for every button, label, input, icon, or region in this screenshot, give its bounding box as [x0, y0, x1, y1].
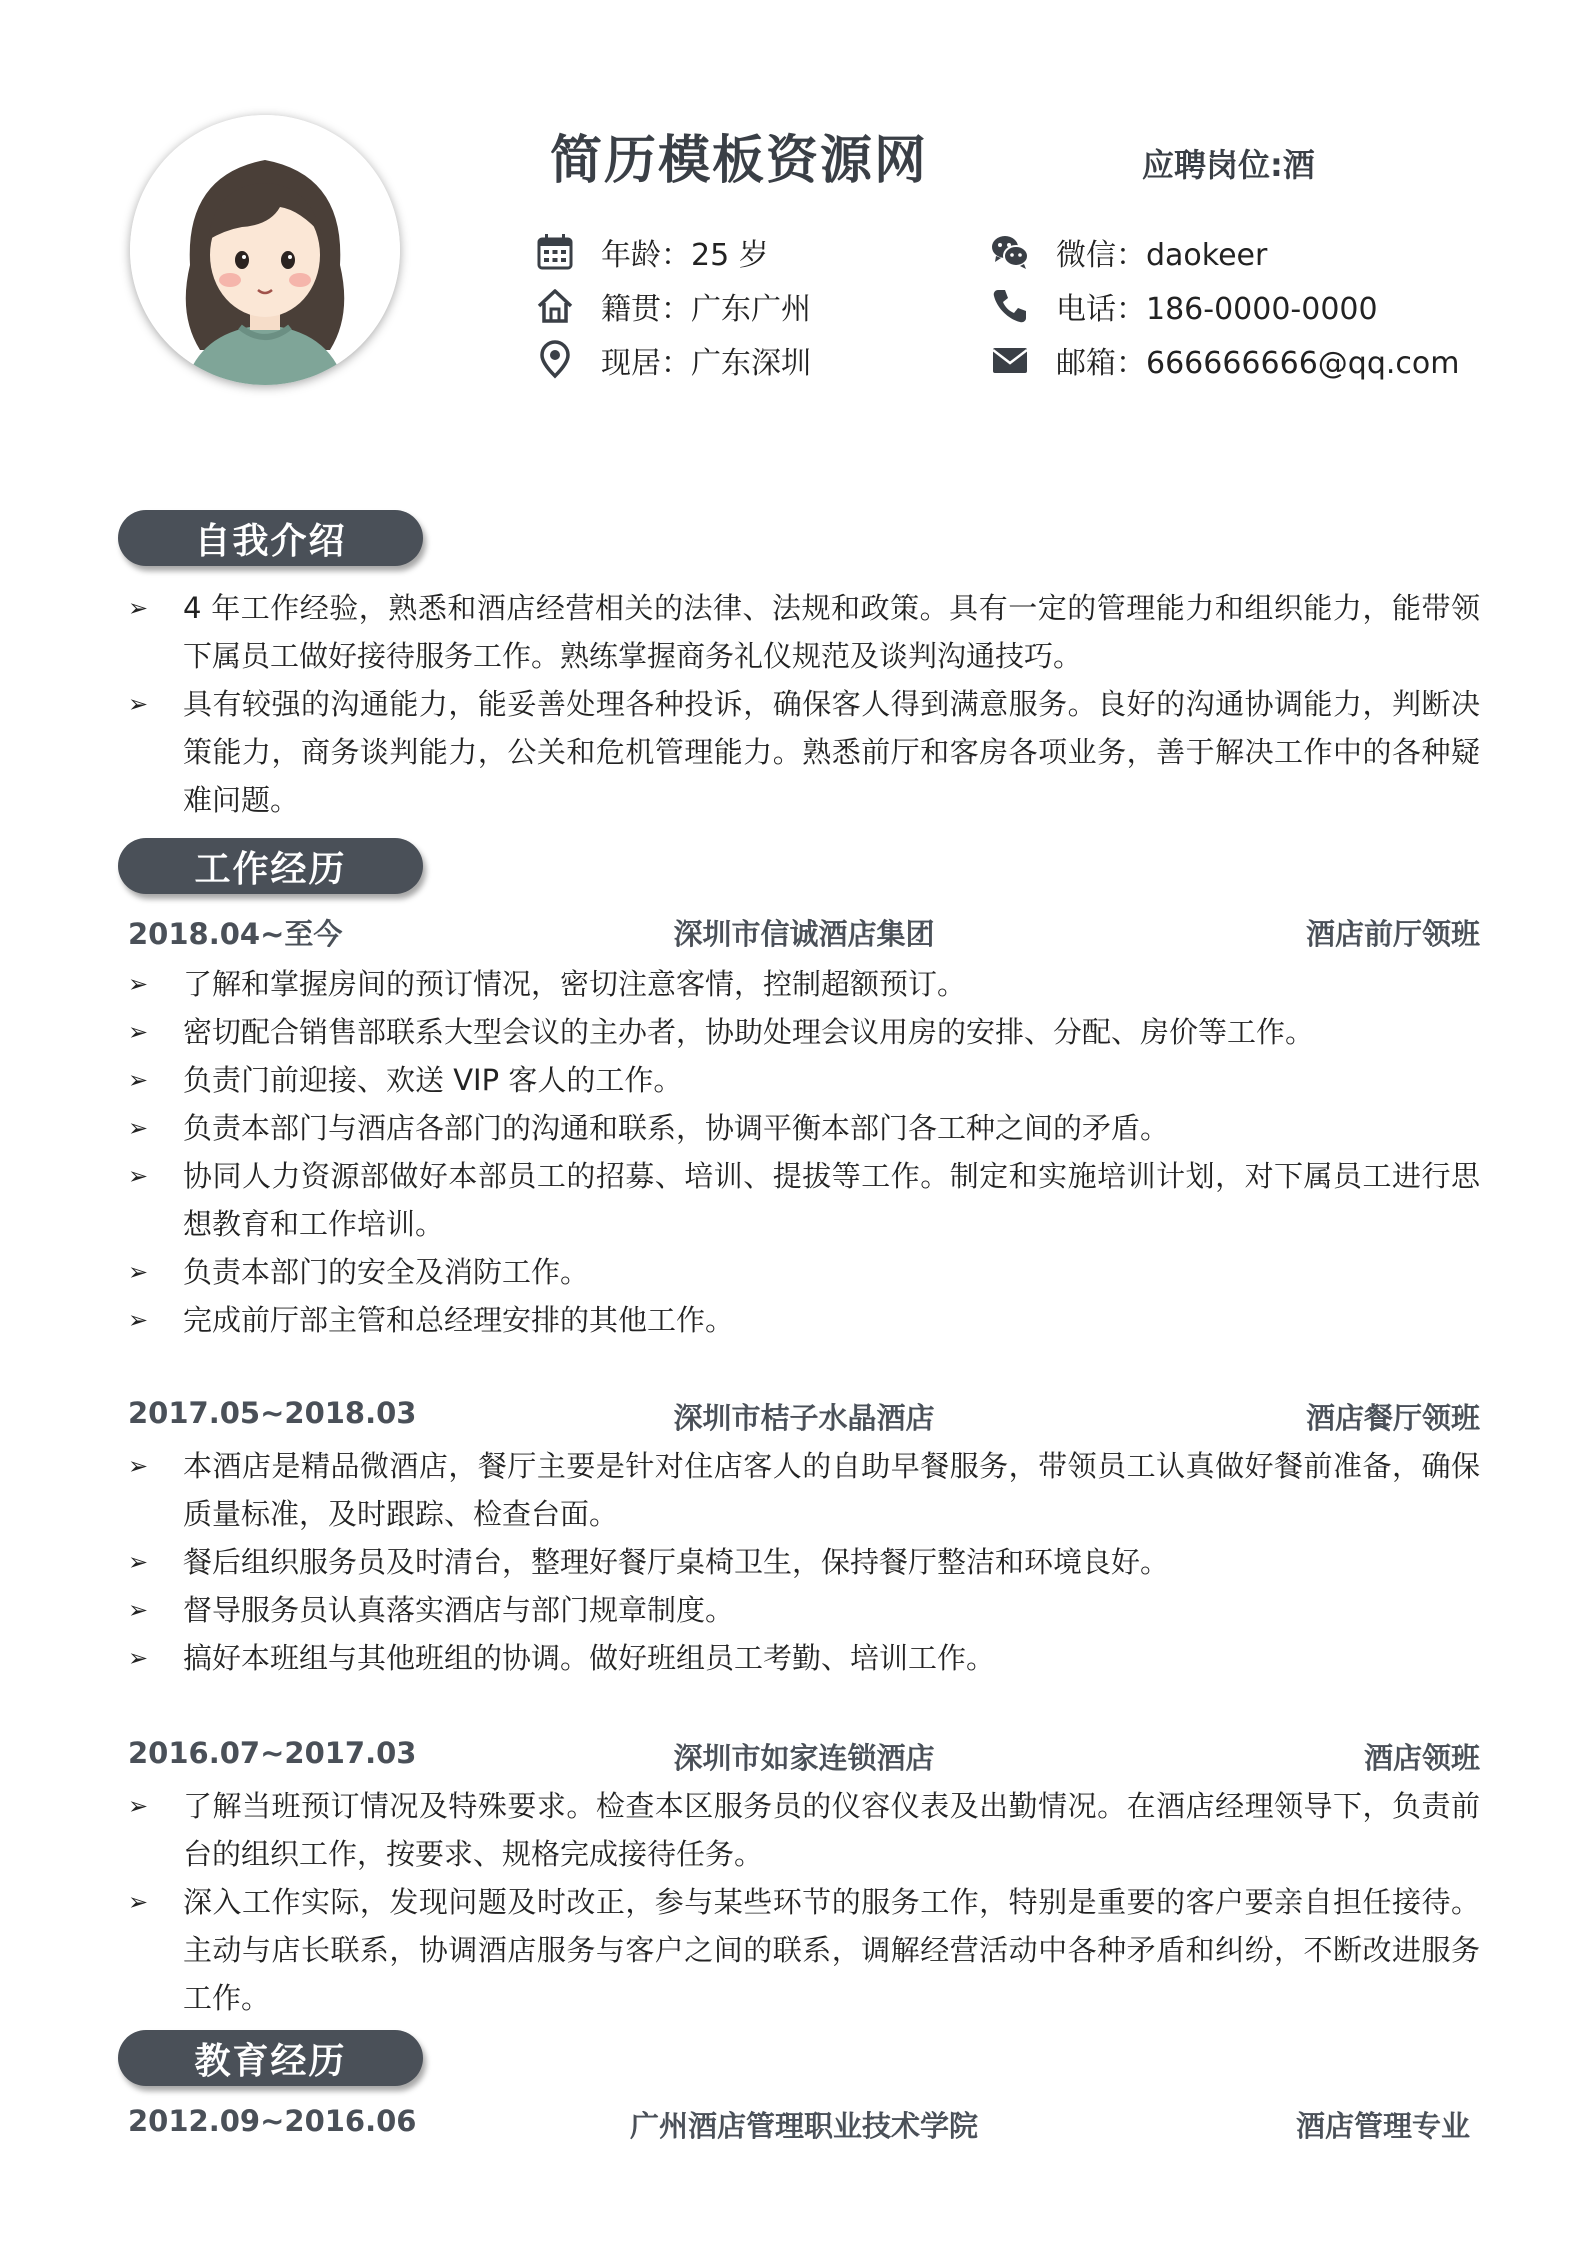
- job-role: 酒店餐厅领班: [1305, 1401, 1480, 1435]
- job-company: 深圳市如家连锁酒店: [673, 1741, 935, 1775]
- info-left-column: [535, 232, 811, 394]
- list-item: ➢ 负责本部门的安全及消防工作。: [128, 1248, 1480, 1296]
- job-3-list: [128, 1782, 1480, 2022]
- job-role: 酒店前厅领班: [1305, 917, 1480, 951]
- list-item: ➢ 4 年工作经验，熟悉和酒店经营相关的法律、法规和政策。具有一定的管理能力和组织能力，能带领下属员工做好接待服务工作。熟练掌握商务礼仪规范及谈判沟通技巧。: [128, 584, 1480, 680]
- bullet-arrow-icon: ➢: [128, 1018, 149, 1046]
- list-item: ➢ 负责门前迎接、欢送 VIP 客人的工作。: [128, 1056, 1480, 1104]
- bullet-arrow-icon: ➢: [128, 1888, 149, 1916]
- phone-icon: [990, 286, 1030, 326]
- list-item: ➢ 搞好本班组与其他班组的协调。做好班组员工考勤、培训工作。: [128, 1634, 1480, 1682]
- list-item: ➢ 本酒店是精品微酒店，餐厅主要是针对住店客人的自助早餐服务，带领员工认真做好餐前准备，确保质量标准，及时跟踪、检查台面。: [128, 1442, 1480, 1538]
- bullet-arrow-icon: ➢: [128, 1596, 149, 1624]
- hometown-text: 籍贯：广东广州: [601, 292, 811, 327]
- list-item: ➢ 督导服务员认真落实酒店与部门规章制度。: [128, 1586, 1480, 1634]
- bullet-arrow-icon: ➢: [128, 1792, 149, 1820]
- mail-icon: [990, 340, 1030, 380]
- section-header-education: 教育经历: [118, 2030, 423, 2086]
- home-icon: [535, 286, 575, 326]
- job-company: 深圳市桔子水晶酒店: [673, 1401, 935, 1435]
- hometown-row: [535, 286, 811, 326]
- bullet-arrow-icon: ➢: [128, 1114, 149, 1142]
- intro-list: [128, 584, 1480, 824]
- job-header: [128, 1736, 1480, 1780]
- education-school: 广州酒店管理职业技术学院: [629, 2109, 978, 2143]
- email-row: [990, 340, 1459, 380]
- list-item: ➢ 餐后组织服务员及时清台，整理好餐厅桌椅卫生，保持餐厅整洁和环境良好。: [128, 1538, 1480, 1586]
- list-item: ➢ 具有较强的沟通能力，能妥善处理各种投诉，确保客人得到满意服务。良好的沟通协调能力，判断决策能力，商务谈判能力，公关和危机管理能力。熟悉前厅和客房各项业务，善于解决工作中的各种疑难问题。: [128, 680, 1480, 824]
- job-role: 酒店领班: [1363, 1741, 1480, 1775]
- wechat-row: [990, 232, 1459, 272]
- list-item: ➢ 负责本部门与酒店各部门的沟通和联系，协调平衡本部门各工种之间的矛盾。: [128, 1104, 1480, 1152]
- bullet-arrow-icon: ➢: [128, 1306, 149, 1334]
- job-2-list: [128, 1442, 1480, 1682]
- bullet-arrow-icon: ➢: [128, 1066, 149, 1094]
- job-date: 2017.05~2018.03: [128, 1396, 417, 1430]
- resume-name: 简历模板资源网: [550, 131, 929, 191]
- age-row: [535, 232, 811, 272]
- education-major: 酒店管理专业: [1295, 2109, 1470, 2143]
- bullet-arrow-icon: ➢: [128, 1452, 149, 1480]
- phone-text: 电话：186-0000-0000: [1056, 292, 1378, 327]
- job-header: [128, 1396, 1480, 1440]
- location-icon: [535, 340, 575, 380]
- section-header-intro: 自我介绍: [118, 510, 423, 566]
- job-header: [128, 912, 1480, 956]
- phone-row: [990, 286, 1459, 326]
- list-item: ➢ 密切配合销售部联系大型会议的主办者，协助处理会议用房的安排、分配、房价等工作。: [128, 1008, 1480, 1056]
- job-1-list: [128, 960, 1480, 1344]
- residence-text: 现居：广东深圳: [601, 346, 811, 381]
- applied-position: 应聘岗位:酒: [1142, 146, 1315, 184]
- calendar-icon: [535, 232, 575, 272]
- email-text: 邮箱：666666666@qq.com: [1056, 346, 1460, 381]
- section-header-work: 工作经历: [118, 838, 423, 894]
- bullet-arrow-icon: ➢: [128, 1548, 149, 1576]
- list-item: ➢ 了解当班预订情况及特殊要求。检查本区服务员的仪容仪表及出勤情况。在酒店经理领导下，负责前台的组织工作，按要求、规格完成接待任务。: [128, 1782, 1480, 1878]
- list-item: ➢ 协同人力资源部做好本部员工的招募、培训、提拔等工作。制定和实施培训计划，对下属员工进行思想教育和工作培训。: [128, 1152, 1480, 1248]
- wechat-text: 微信：daokeer: [1056, 238, 1268, 273]
- info-right-column: [990, 232, 1459, 394]
- job-company: 深圳市信诚酒店集团: [673, 917, 935, 951]
- bullet-arrow-icon: ➢: [128, 970, 149, 998]
- bullet-arrow-icon: ➢: [128, 1644, 149, 1672]
- list-item: ➢ 深入工作实际，发现问题及时改正，参与某些环节的服务工作，特别是重要的客户要亲自担任接待。主动与店长联系，协调酒店服务与客户之间的联系，调解经营活动中各种矛盾和纠纷，不断改进服务工作。: [128, 1878, 1480, 2022]
- age-text: 年龄：25 岁: [601, 238, 769, 273]
- bullet-arrow-icon: ➢: [128, 594, 149, 622]
- wechat-icon: [990, 232, 1030, 272]
- list-item: ➢ 了解和掌握房间的预订情况，密切注意客情，控制超额预订。: [128, 960, 1480, 1008]
- bullet-arrow-icon: ➢: [128, 1258, 149, 1286]
- list-item: ➢ 完成前厅部主管和总经理安排的其他工作。: [128, 1296, 1480, 1344]
- avatar: [130, 115, 400, 385]
- job-date: 2018.04~至今: [128, 917, 343, 951]
- bullet-arrow-icon: ➢: [128, 690, 149, 718]
- education-date: 2012.09~2016.06: [128, 2104, 417, 2138]
- job-date: 2016.07~2017.03: [128, 1736, 417, 1770]
- bullet-arrow-icon: ➢: [128, 1162, 149, 1190]
- education-row: [128, 2104, 1480, 2148]
- residence-row: [535, 340, 811, 380]
